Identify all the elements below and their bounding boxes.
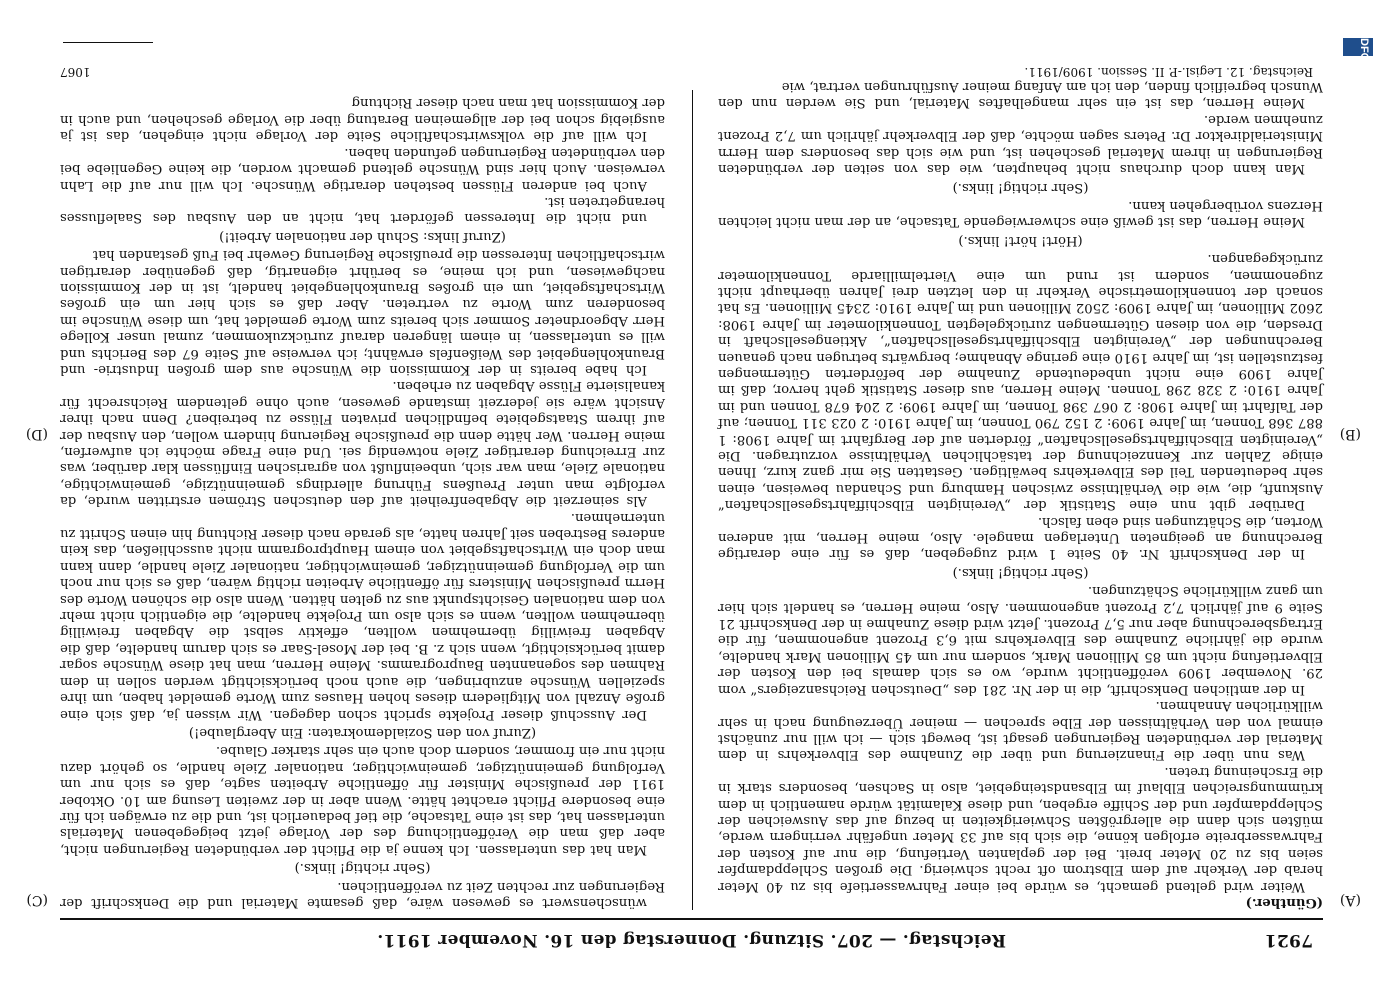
paragraph: Der Ausschuß dieser Projekte spricht schon dagegen. Wir wissen ja, daß sich eine große Anzahl von Mitgliedern dieses hohen Hauses zum Worte gemeldet haben, um ihre speziellen Wünsche anzubringen, die auch noch berücksichtigt werden sollen in dem Rahmen des sogenannten Bauprogramms. Meine Herren, man hat diese Wünsche sogar damit berücksichtigt, wenn sich z. B. bei der Mosel-Saar es sich darum handelte, daß die Abgaben freiwillig übernehmen wollten, effektiv selbst die Abgaben freiwillig übernehmen wollten, wenn es sich also um Projekte handelte, die eigentlich nicht mehr von dem nationalen Gesichtspunkt aus zu gelten hätten. Wenn also die schönen Worte des Herrn preußischen Ministers für öffentliche Arbeiten richtig wären, daß es sich nur noch um die Verfolgung gemeinnütziger, gemeinwichtiger, nationaler Ziele handle, dann kann man doch ein Wirtschaftsgebiet von einem Hauptprogramm nicht ausschließen, das kein anderes Bestreben seit Jahren hatte, als gerade nach dieser Richtung hin einen Schritt zu unternehmen. xyxy=(60,509,665,722)
margin-letter-c: (C) xyxy=(26,892,48,908)
interjection: (Hört! hört! links.) xyxy=(958,232,1083,248)
paragraph: Ich habe bereits in der Kommission die Wünsche aus dem großen Industrie- und Braunkohlengebiet des Weißenfels erwähnt; ich verweise auf Seite 67 des Berichts und will es unterlassen, in einem längeren darauf zurückzukommen, zumal unser Kollege Herr Abgeordneter Sommer sich bereits zum Worte gemeldet hat, um diese Wünsche im besonderen zum Worte zu vertreten. Aber daß es sich hier um ein großes Wirtschaftsgebiet, um ein großes Braunkohlengebiet handelt, ist in der Kommission nachgewiesen, und ich meine, es berührt eigenartig, daß gegenüber derartigen wirtschaftlichen Interessen die preußische Regierung Gewehr bei Fuß gestanden hat xyxy=(60,247,665,377)
right-column xyxy=(60,95,665,910)
paragraph: Darüber gibt nun eine Statistik der „Vereinigten Elbschiffahrtsgesellschaften“ Auskunft, die, wie die Verhältnisse zwischen Hamburg und Schandau beweisen, einen sehr bedeutenden Teil des Elbverkehrs bewältigen. Gestatten Sie mir ganz kurz, Ihnen einige Zahlen zur Kennzeichnung der tatsächlichen Verhältnisse vorzutragen. Die „Vereinigten Elbschiffahrtsgesellschaften“ förderten auf der Bergfahrt im Jahre 1908: 1 887 368 Tonnen, im Jahre 1909: 2 152 790 Tonnen, im Jahre 1910: 2 023 311 Tonnen; auf der Talfahrt im Jahre 1908: 2 067 398 Tonnen, im Jahre 1909: 2 204 678 Tonnen und im Jahre 1910: 2 328 298 Tonnen. Meine Herren, aus dieser Statistik geht hervor, daß im Jahre 1909 eine nicht unbedeutende Zunahme der beförderten Gütermengen festzustellen ist, im Jahre 1910 eine geringe Abnahme; bergwärts betrugen nach genauen Berechnungen der „Vereinigten Elbschiffahrtsgesellschaften“, Aktiengesellschaft in Dresden, die von diesen Gütermengen zurückgelegten Tonnenkilometer im Jahre 1908: 2602 Millionen, im Jahre 1909: 2502 Millionen und im Jahre 1910: 2345 Millionen. Es hat sonach der tonnenkilometrische Verkehr in den letzten drei Jahren überhaupt nicht zugenommen, sondern ist rund um eine Viertelmilliarde Tonnenkilometer zurückgegangen. xyxy=(718,251,1323,513)
footer-session-info: Reichstag. 12. Legisl.-P. II. Session. 1909/1911. xyxy=(1024,65,1313,79)
paragraph: In der Denkschrift Nr. 40 Seite 1 wird zugegeben, daß es für eine derartige Berechnung an geeigneten Unterlagen mangele. Also, meine Herren, mit anderen Worten, die Schätzungen sind eben falsch. xyxy=(718,513,1323,562)
paragraph: Man hat das unterlassen. Ich kenne ja die Pflicht der verbündeten Regierungen nicht, aber daß man die Veröffentlichung des der Vorlage jetzt beigegebenen Materials unterlassen hat, das ist eine Tatsache, die tief bedauerlich ist, und die zu erwägen ich für eine besondere Pflicht erachtet hätte. Wenn aber in der zweiten Lesung am 10. Oktober 1911 der preußische Minister für öffentliche Arbeiten sagte, daß es sich nur um Verfolgung gemeinnütziger, gemeinwichtiger, nationaler Ziele handle, so gehört dazu nicht nur ein frommer, sondern doch auch ein sehr starker Glaube. xyxy=(60,743,665,857)
interjection: (Zuruf links: Schuh der nationalen Arbeit!) xyxy=(219,228,506,244)
margin-letter-b: (B) xyxy=(1339,426,1361,442)
page-footer xyxy=(60,57,1323,83)
paragraph: In der amtlichen Denkschrift, die in der Nr. 281 des „Deutschen Reichsanzeigers“ vom 29. November 1909 veröffentlicht wurde, wo es sich damals bei den Kosten der Elbvertiefung nicht um 85 Millionen Mark, sondern nur um 45 Millionen Mark handelte, wurde die jährliche Zunahme des Elbverkehrs mit 6,3 Prozent angenommen, für die Ertragsberechnung aber nur 5,7 Prozent. Jetzt wird diese Zunahme in der Denkschrift 21 Seite 9 auf jährlich 7,2 Prozent angenommen. Also, meine Herren, es handelt sich hier um ganz willkürliche Schätzungen. xyxy=(718,583,1323,697)
paragraph: Weiter wird geltend gemacht, es würde bei einer Fahrwassertiefe bis zu 40 Meter herab der Verkehr auf dem Elbstrom oft recht schwierig. Die großen Schleppdampfer seien bis zu 20 Meter breit. Bei der geplanten Vertiefung, die nur auf Kosten der Fahrwasserbreite erfolgen könne, die sich bis auf 33 Meter ungefähr verringern werde, müßten sich dann die allergrößten Schwierigkeiten in bezug auf das Ausweichen der Schleppdampfer und der Schiffe ergeben, und diese Kalamität würde namentlich in dem krümmungsreichen Elblauf im Elbsandsteingebiet, also in Sachsen, besonders stark in die Erscheinung treten. xyxy=(718,763,1323,894)
left-column xyxy=(718,70,1323,910)
header-rule xyxy=(60,918,1323,920)
margin-letter-a: (A) xyxy=(1339,892,1361,908)
interjection: (Zuruf von den Sozialdemokraten: Ein Aberglaube!) xyxy=(188,724,537,740)
page-header xyxy=(60,918,1323,958)
scan-edge-rule xyxy=(63,42,153,43)
margin-letter-d: (D) xyxy=(25,426,48,442)
paragraph: Als seinerzeit die Abgabenfreiheit auf den deutschen Strömen erstritten wurde, da verfolgte man unter Preußens Führung allerdings gemeinnützige, gemeinwichtige, nationale Ziele, man war sich, unbeeinflußt von agrarischen Einflüssen klar darüber, was zur Erreichung derartiger Ziele notwendig sei. Und eine Frage möchte ich aufwerfen, meine Herren. Wer hätte denn die preußische Regierung hindern wollen, den Ausbau der auf ihrem Staatsgebiete befindlichen privaten Flüsse zu betreiben? Denn nach ihrer Ansicht wäre sie jederzeit imstande gewesen, auch ohne geltendem Reichsrecht für kanalisierte Flüsse Abgaben zu erheben. xyxy=(60,378,665,509)
running-title: Reichstag. — 207. Sitzung. Donnerstag den 16. November 1911. xyxy=(377,930,1006,950)
paragraph: Auch bei anderen Flüssen bestehen derartige Wünsche. Ich will nur auf die Lahn verweisen. Auch hier sind Wünsche geltend gemacht worden, die keine Gegenliebe bei den verbündeten Regierungen gefunden haben. xyxy=(60,144,665,193)
page-number: 7921 xyxy=(1264,930,1313,950)
paragraph: Ich will auf die volkswirtschaftliche Seite der Vorlage nicht eingehen, das ist ja ausgiebig schon bei der allgemeinen Beratung über die Vorlage geschehen, und auch in der Kommission hat man nach dieser Richtung xyxy=(60,95,665,144)
paragraph: und nicht die Interessen gefördert hat, nicht an den Ausbau des Saaleflusses herangetreten ist. xyxy=(60,193,665,226)
paragraph: Meine Herren, das ist ein sehr mangelhaftes Material, und Sie werden nun den Wunsch begreiflich finden, den ich am Anfang meiner Ausführungen vertrat, wie xyxy=(718,79,1323,111)
column-divider xyxy=(692,90,693,910)
footer-sheet-number: 1067 xyxy=(60,65,91,79)
page-content xyxy=(25,56,1361,958)
dfg-logo: DFG xyxy=(1343,38,1373,56)
interjection: (Sehr richtig! links.) xyxy=(294,860,431,876)
speaker-name: (Günther.) xyxy=(1245,895,1323,910)
paragraph: wünschenswert es gewesen wäre, daß gesamte Material und die Denkschrift der Regierungen zur rechten Zeit zu veröffentlichen. xyxy=(60,878,665,910)
paragraph: Was nun über die Finanzierung und über die Zunahme des Elbverkehrs in dem Material der verbündeten Regierungen gesagt ist, bewegt sich — ich will nur zunächst einmal von den Verhältnissen der Elbe sprechen — meiner Überzeugung nach in sehr willkürlichen Annahmen. xyxy=(718,698,1323,763)
interjection: (Sehr richtig! links.) xyxy=(952,564,1089,580)
paragraph: Meine Herren, das ist gewiß eine schwerwiegende Tatsache, an der man nicht leichten Herzens vorübergehen kann. xyxy=(718,197,1323,230)
interjection: (Sehr richtig! links.) xyxy=(952,179,1089,195)
paragraph: Man kann doch durchaus nicht behaupten, wie das von seiten der verbündeten Regierungen in ihrem Material geschehen ist, und wie sich das besonders dem Herrn Ministerialdirektor Dr. Peters sagen möchte, daß der Elbverkehr jährlich um 7,2 Prozent zunehmen werde. xyxy=(718,111,1323,177)
